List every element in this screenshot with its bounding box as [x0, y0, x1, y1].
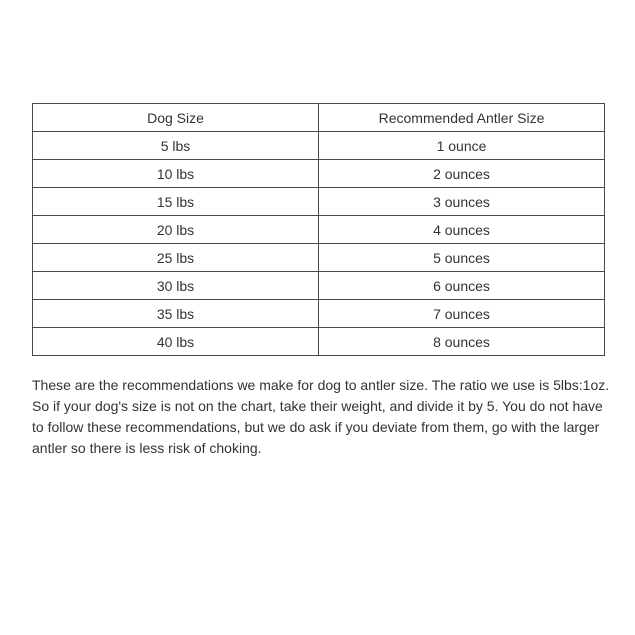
table-header-row: [33, 104, 605, 132]
antler-size-cell: 4 ounces: [319, 216, 605, 244]
dog-size-cell: 25 lbs: [33, 244, 319, 272]
dog-size-header: Dog Size: [33, 104, 319, 132]
table-row: [33, 132, 605, 160]
antler-size-cell: 5 ounces: [319, 244, 605, 272]
antler-size-cell: 2 ounces: [319, 160, 605, 188]
dog-size-cell: 20 lbs: [33, 216, 319, 244]
dog-size-cell: 35 lbs: [33, 300, 319, 328]
antler-size-cell: 3 ounces: [319, 188, 605, 216]
dog-size-cell: 15 lbs: [33, 188, 319, 216]
antler-size-cell: 8 ounces: [319, 328, 605, 356]
table-row: [33, 244, 605, 272]
recommendation-note: These are the recommendations we make for dog to antler size. The ratio we use is 5lbs:1oz. So if your dog's size is not on the chart, take their weight, and divide it by 5. You do not have to follow these recommendations, but we do ask if you deviate from them, go with the larger antler so there is less risk of choking.: [32, 377, 610, 456]
table-row: [33, 272, 605, 300]
antler-size-header: Recommended Antler Size: [319, 104, 605, 132]
dog-antler-size-table: [32, 103, 605, 356]
dog-size-cell: 40 lbs: [33, 328, 319, 356]
table-row: [33, 328, 605, 356]
table-row: [33, 160, 605, 188]
dog-size-cell: 30 lbs: [33, 272, 319, 300]
table-row: [33, 188, 605, 216]
dog-size-cell: 10 lbs: [33, 160, 319, 188]
antler-size-cell: 7 ounces: [319, 300, 605, 328]
table-row: [33, 300, 605, 328]
table-row: [33, 216, 605, 244]
dog-size-cell: 5 lbs: [33, 132, 319, 160]
antler-size-cell: 1 ounce: [319, 132, 605, 160]
antler-size-cell: 6 ounces: [319, 272, 605, 300]
